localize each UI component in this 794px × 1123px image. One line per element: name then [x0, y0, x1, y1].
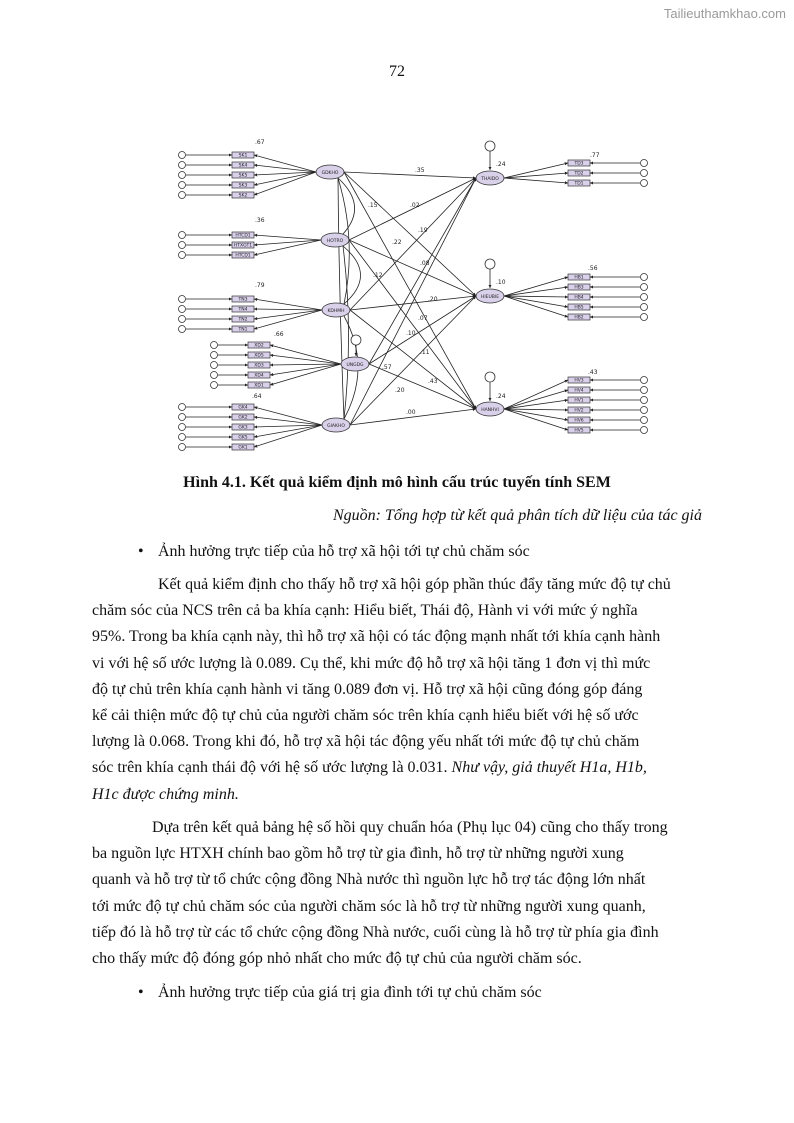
para1-line: 95%. Trong ba khía cạnh này, thì hỗ trợ xã hội có tác động mạnh nhất tới khía cạnh hành	[92, 628, 661, 646]
para2-line: tiếp đó là hỗ trợ từ các tổ chức cộng đồng Nhà nước, cuối cùng là hỗ trợ từ phía gia đình	[92, 923, 659, 941]
path-coefficient: .00	[406, 409, 416, 416]
indicator-label: GK4	[238, 405, 248, 411]
path-coefficient: .57	[382, 364, 392, 371]
error-term	[641, 397, 648, 404]
error-term	[179, 316, 186, 323]
error-term	[179, 182, 186, 189]
latent-label: HIEUBIE	[480, 294, 500, 300]
error-term	[179, 192, 186, 199]
error-term	[641, 160, 648, 167]
para2-line: cho thấy mức độ đóng góp nhỏ nhất cho mức độ tự chủ của người chăm sóc.	[92, 950, 582, 968]
structural-path	[369, 178, 476, 364]
loading-arrow	[254, 172, 316, 175]
loading-arrow	[254, 155, 316, 172]
loading-arrow	[504, 287, 568, 296]
indicator-label: XD1	[254, 383, 264, 389]
error-term	[179, 162, 186, 169]
disturbance-term	[485, 141, 495, 151]
para2-line: quanh và hỗ trợ từ tổ chức cộng đồng Nhà nước thì nguồn lực hỗ trợ tác động lớn nhất	[92, 871, 646, 889]
indicator-label: SK5	[238, 173, 248, 179]
path-coefficient: .02	[410, 202, 420, 209]
path-coefficient: .07	[418, 315, 428, 322]
error-term	[179, 296, 186, 303]
error-term	[641, 417, 648, 424]
disturbance-term	[485, 259, 495, 269]
path-coefficient: .19	[418, 227, 428, 234]
error-term	[211, 342, 218, 349]
latent-label: KDHMH	[327, 308, 345, 314]
loading-arrow	[254, 299, 322, 310]
loading-arrow	[254, 310, 322, 329]
paragraph-1	[92, 572, 704, 808]
indicator-label: HTCD1	[235, 253, 251, 259]
indicator-label: SK4	[238, 163, 248, 169]
disturbance-term	[485, 372, 495, 382]
bullet-dot: •	[138, 984, 144, 1001]
error-term	[179, 172, 186, 179]
figure-caption: Hình 4.1. Kết quả kiểm định mô hình cấu trúc tuyến tính SEM	[183, 474, 611, 491]
structural-path	[349, 178, 476, 240]
structural-path	[344, 172, 476, 296]
indicator-label: XD2	[254, 343, 264, 349]
indicator-label: TN4	[238, 307, 248, 313]
error-term	[179, 414, 186, 421]
error-term	[641, 427, 648, 434]
indicator-label: HV4	[574, 388, 584, 394]
indicator-label: HV2	[574, 408, 584, 414]
error-term	[179, 306, 186, 313]
r-squared-label: .56	[588, 265, 598, 272]
para1-line: chăm sóc của NCS trên cả ba khía cạnh: Hiểu biết, Thái độ, Hành vi với mức ý nghĩa	[92, 602, 638, 620]
loading-arrow	[254, 172, 316, 185]
error-term	[179, 444, 186, 451]
latent-label: THAIDO	[481, 176, 499, 182]
error-term	[641, 170, 648, 177]
sem-diagram	[170, 132, 660, 452]
error-term	[641, 180, 648, 187]
r-squared-label: .79	[255, 282, 265, 289]
loading-arrow	[270, 364, 341, 375]
error-term	[179, 152, 186, 159]
error-term	[211, 372, 218, 379]
indicator-label: HV3	[574, 378, 584, 384]
error-term	[211, 352, 218, 359]
indicator-label: TN2	[238, 317, 248, 323]
para2-line: tới mức độ tự chủ chăm sóc của người chăm sóc là hỗ trợ từ những người xung quanh,	[92, 897, 646, 915]
para1-line: vi với hệ số ước lượng là 0.089. Cụ thể, khi mức độ hỗ trợ xã hội tăng 1 đơn vị thì mức	[92, 654, 651, 672]
r-squared-label: .10	[496, 279, 506, 286]
loading-arrow	[504, 409, 568, 420]
loading-arrow	[254, 165, 316, 172]
loading-arrow	[504, 296, 568, 317]
indicator-label: HB1	[574, 275, 584, 281]
loading-arrow	[270, 345, 341, 364]
indicator-label: GK5	[238, 435, 248, 441]
path-coefficient: .08	[420, 260, 430, 267]
r-squared-label: .24	[496, 393, 506, 400]
loading-arrow	[254, 310, 322, 319]
structural-path	[344, 172, 476, 178]
loading-arrow	[504, 178, 568, 183]
structural-path	[350, 296, 476, 425]
bullet-item-2	[138, 984, 542, 1002]
indicator-label: HV6	[574, 418, 584, 424]
error-term	[641, 284, 648, 291]
error-term	[641, 304, 648, 311]
loading-arrow	[504, 409, 568, 430]
error-term	[179, 424, 186, 431]
loading-arrow	[504, 390, 568, 409]
error-term	[179, 232, 186, 239]
indicator-label: HTXGT1	[233, 243, 253, 249]
covariance-curve	[343, 246, 349, 419]
indicator-label: HV5	[574, 428, 584, 434]
loading-arrow	[270, 364, 341, 385]
bullet-text: Ảnh hưởng trực tiếp của giá trị gia đình tới tự chủ chăm sóc	[158, 984, 542, 1001]
indicator-label: XD4	[254, 373, 264, 379]
sem-diagram-svg	[170, 132, 660, 452]
path-coefficient: .43	[428, 378, 438, 385]
indicator-label: TN3	[238, 297, 248, 303]
loading-arrow	[254, 309, 322, 310]
bullet-item-1	[138, 543, 530, 561]
latent-label: GIAKHO	[327, 423, 345, 429]
error-term	[641, 377, 648, 384]
indicator-label: TN1	[238, 327, 248, 333]
indicator-label: SK2	[238, 193, 248, 199]
indicator-label: HTCD1	[235, 233, 251, 239]
indicator-label: GK1	[238, 445, 248, 451]
error-term	[641, 314, 648, 321]
indicator-label: TD1	[574, 181, 584, 187]
para2-line: Dựa trên kết quả bảng hệ số hồi quy chuẩn hóa (Phụ lục 04) cũng cho thấy trong	[152, 819, 668, 836]
para1-line: độ tự chủ trên khía cạnh hành vi tăng 0.089 đơn vị. Hỗ trợ xã hội cũng đóng góp đáng	[92, 680, 643, 698]
indicator-label: HB3	[574, 285, 584, 291]
r-squared-label: .24	[496, 161, 506, 168]
error-term	[211, 382, 218, 389]
latent-label: UNGDG	[346, 362, 364, 368]
latent-label: HANHVI	[481, 407, 499, 413]
loading-arrow	[270, 355, 341, 364]
loading-arrow	[504, 277, 568, 296]
indicator-label: HB4	[574, 295, 584, 301]
structural-path	[350, 178, 476, 425]
r-squared-label: .64	[252, 393, 262, 400]
indicator-label: TD3	[574, 161, 584, 167]
indicator-label: XD5	[254, 353, 264, 359]
indicator-label: SK1	[238, 153, 248, 159]
indicator-label: XD3	[254, 363, 264, 369]
disturbance-term	[351, 335, 361, 345]
r-squared-label: .66	[274, 331, 284, 338]
figure-source: Nguồn: Tổng hợp từ kết quả phân tích dữ liệu của tác giả	[332, 507, 702, 524]
paragraph-2	[92, 815, 704, 972]
para1-line: sóc trên khía cạnh thái độ với hệ số ước lượng là 0.031.	[92, 759, 448, 777]
indicator-label: HB2	[574, 315, 584, 321]
error-term	[211, 362, 218, 369]
error-term	[641, 407, 648, 414]
loading-arrow	[504, 409, 568, 410]
loading-arrow	[504, 296, 568, 307]
error-term	[641, 387, 648, 394]
latent-label: HOTRO	[326, 238, 344, 244]
covariance-curve	[338, 178, 344, 419]
path-coefficient: .12	[373, 272, 383, 279]
error-term	[179, 434, 186, 441]
indicator-label: HB5	[574, 305, 584, 311]
error-term	[179, 326, 186, 333]
loading-arrow	[504, 296, 568, 297]
path-coefficient: .11	[420, 349, 430, 356]
path-coefficient: .20	[395, 387, 405, 394]
indicator-label: SK3	[238, 183, 248, 189]
para1-italic-2: H1c được chứng minh.	[92, 785, 239, 803]
latent-label: GDKHO	[321, 170, 339, 176]
indicator-label: GK3	[238, 425, 248, 431]
error-term	[641, 294, 648, 301]
error-term	[179, 252, 186, 259]
loading-arrow	[254, 417, 322, 425]
para2-line: ba nguồn lực HTXH chính bao gồm hỗ trợ từ gia đình, hỗ trợ từ những người xung	[92, 845, 624, 863]
path-coefficient: .22	[392, 239, 402, 246]
para1-line: Kết quả kiểm định cho thấy hỗ trợ xã hội góp phần thúc đẩy tăng mức độ tự chủ	[158, 576, 671, 593]
r-squared-label: .43	[588, 369, 598, 376]
r-squared-label: .67	[255, 139, 265, 146]
loading-arrow	[254, 425, 322, 447]
path-coefficient: .35	[415, 167, 425, 174]
loading-arrow	[254, 235, 321, 240]
loading-arrow	[254, 172, 316, 195]
error-term	[179, 404, 186, 411]
indicator-label: GK2	[238, 415, 248, 421]
bullet-text: Ảnh hưởng trực tiếp của hỗ trợ xã hội tới tự chủ chăm sóc	[158, 543, 530, 560]
path-coefficient: .20	[428, 296, 438, 303]
page-number: 72	[389, 63, 405, 80]
error-term	[641, 274, 648, 281]
path-coefficient: .15	[368, 202, 378, 209]
indicator-label: TD2	[574, 171, 584, 177]
watermark: Tailieuthamkhao.com	[663, 6, 786, 21]
r-squared-label: .77	[590, 152, 600, 159]
structural-path	[350, 178, 476, 310]
para1-italic: Như vậy, giả thuyết H1a, H1b,	[451, 759, 647, 777]
loading-arrow	[254, 407, 322, 425]
para1-line: kể cải thiện mức độ tự chủ của người chăm sóc trên khía cạnh hiểu biết với hệ số ước	[92, 707, 639, 725]
path-coefficient: .10	[406, 330, 416, 337]
bullet-dot: •	[138, 543, 144, 560]
r-squared-label: .36	[255, 217, 265, 224]
indicator-label: HV1	[574, 398, 584, 404]
para1-line: lượng là 0.068. Trong khi đó, hỗ trợ xã hội tác động yếu nhất tới mức độ tự chủ chăm	[92, 733, 640, 751]
error-term	[179, 242, 186, 249]
loading-arrow	[270, 364, 341, 365]
